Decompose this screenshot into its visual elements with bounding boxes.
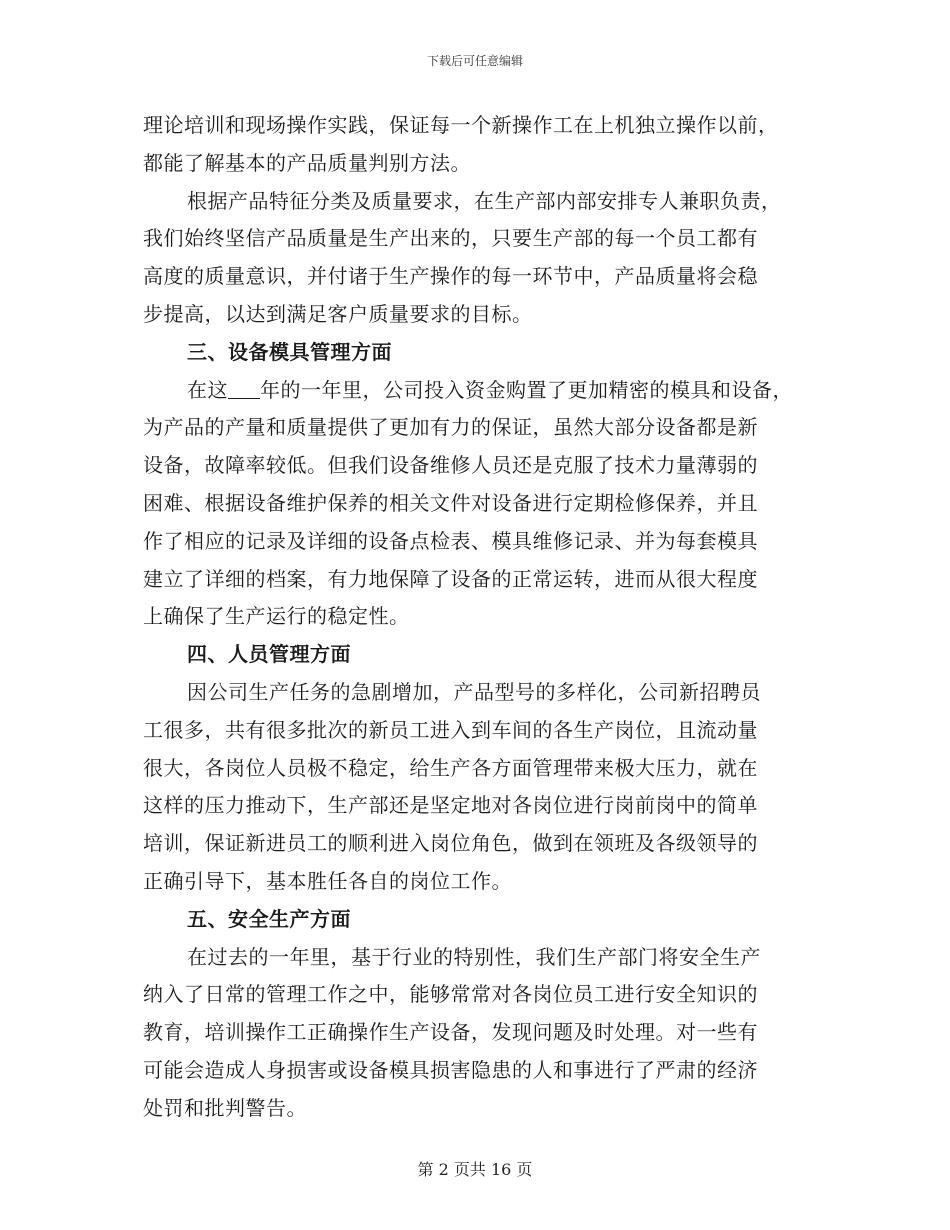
paragraph-line: 根据产品特征分类及质量要求，在生产部内部安排专人兼职负责， bbox=[187, 188, 782, 213]
paragraph-line: 在过去的一年里，基于行业的特别性，我们生产部门将安全生产 bbox=[187, 944, 761, 969]
paragraph-line: 步提高，以达到满足客户质量要求的目标。 bbox=[143, 301, 533, 326]
paragraph-line: 正确引导下，基本胜任各自的岗位工作。 bbox=[143, 868, 512, 893]
text-segment: 年的一年里，公司投入资金购置了更加精密的模具和设备， bbox=[260, 377, 793, 402]
section-heading-safety: 五、安全生产方面 bbox=[187, 906, 351, 931]
paragraph-line: 处罚和批判警告。 bbox=[143, 1095, 307, 1120]
paragraph-line: 理论培训和现场操作实践，保证每一个新操作工在上机独立操作以前， bbox=[143, 113, 779, 137]
paragraph-line: 培训，保证新进员工的顺利进入岗位角色，做到在领班及各级领导的 bbox=[143, 831, 758, 856]
blank-underline bbox=[228, 378, 260, 399]
document-body bbox=[143, 107, 823, 1128]
paragraph-line: 纳入了日常的管理工作之中，能够常常对各岗位员工进行安全知识的 bbox=[143, 982, 758, 1007]
paragraph-line: 困难、根据设备维护保养的相关文件对设备进行定期检修保养，并且 bbox=[143, 490, 758, 515]
paragraph-line: 我们始终坚信产品质量是生产出来的，只要生产部的每一个员工都有 bbox=[143, 226, 758, 251]
paragraph-line bbox=[143, 372, 823, 410]
paragraph-line: 高度的质量意识，并付诸于生产操作的每一环节中，产品质量将会稳 bbox=[143, 264, 758, 289]
paragraph-line: 可能会造成人身损害或设备模具损害隐患的人和事进行了严肃的经济 bbox=[143, 1057, 758, 1082]
page-header: 下载后可任意编辑 bbox=[426, 54, 523, 68]
page-footer: 第 2 页共 16 页 bbox=[417, 1160, 533, 1179]
paragraph-line: 为产品的产量和质量提供了更加有力的保证，虽然大部分设备都是新 bbox=[143, 415, 758, 440]
section-heading-equipment: 三、设备模具管理方面 bbox=[187, 339, 392, 364]
paragraph-line: 工很多，共有很多批次的新员工进入到车间的各生产岗位，且流动量 bbox=[143, 717, 758, 742]
paragraph-line: 因公司生产任务的急剧增加，产品型号的多样化，公司新招聘员 bbox=[187, 679, 761, 704]
paragraph-line: 这样的压力推动下，生产部还是坚定地对各岗位进行岗前岗中的简单 bbox=[143, 793, 758, 818]
paragraph-line: 上确保了生产运行的稳定性。 bbox=[143, 604, 410, 629]
text-segment: 在这 bbox=[187, 377, 228, 402]
paragraph-line: 很大，各岗位人员极不稳定，给生产各方面管理带来极大压力，就在 bbox=[143, 755, 758, 780]
section-heading-personnel: 四、人员管理方面 bbox=[187, 642, 351, 667]
paragraph-line: 教育，培训操作工正确操作生产设备，发现问题及时处理。对一些有 bbox=[143, 1020, 758, 1045]
paragraph-line: 作了相应的记录及详细的设备点检表、模具维修记录、并为每套模具 bbox=[143, 528, 758, 553]
paragraph-line: 都能了解基本的产品质量判别方法。 bbox=[143, 150, 471, 175]
paragraph-line: 设备，故障率较低。但我们设备维修人员还是克服了技术力量薄弱的 bbox=[143, 453, 758, 478]
paragraph-line: 建立了详细的档案，有力地保障了设备的正常运转，进而从很大程度 bbox=[143, 566, 758, 591]
